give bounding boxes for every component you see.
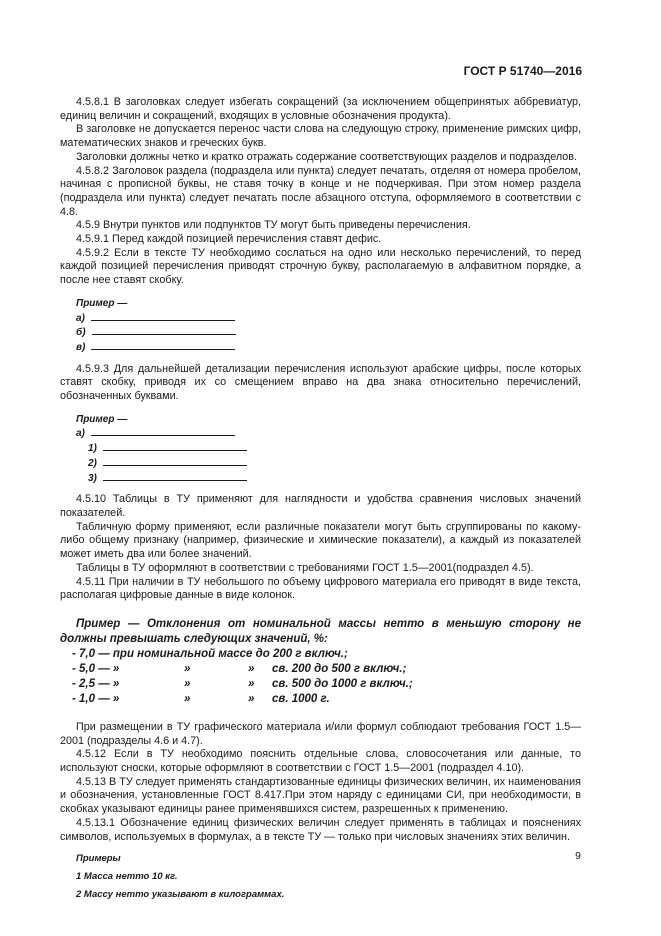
blank-line [103,457,247,466]
page-content [60,96,581,901]
blank-line [103,442,247,451]
paragraph: 4.5.8.1 В заголовках следует избегать сокращений (за исключением общепринятых аббревиатур, единиц величин и сокращений, входящих в условные обозначения продукта). [60,96,581,122]
paragraph: В заголовке не допускается перенос части слова на следующую строку, применение римских цифр, математических знаков и греческих букв. [60,123,581,150]
paragraph: 4.5.13 В ТУ следует применять стандартизованные единицы физических величин, их наименования и обозначения, установленные ГОСТ 8.417.При этом наряду с единицами СИ, при необходимости, в скобках указывают единицы ранее применявшихся систем, разрешенных к применению. [60,775,581,816]
list-item [76,326,581,340]
example-note: 1 Масса нетто 10 кг. [76,870,178,882]
paragraph: Таблицы в ТУ оформляют в соответствии с требованиями ГОСТ 1.5—2001(подраздел 4.5). [76,561,534,574]
document-header: ГОСТ Р 51740—2016 [463,64,582,78]
examples-title: Примеры [76,853,121,865]
paragraph: 4.5.9.1 Перед каждой позицией перечисления ставят дефис. [76,233,382,246]
paragraph: 4.5.9.2 Если в тексте ТУ необходимо сослаться на одно или несколько перечислений, то перед каждой позицией перечисления приводят строчную букву, располагаемую в алфавитном порядке, а после нее ставят скобку. [60,246,581,287]
example-title: Пример — [76,297,128,309]
list-marker: а) [76,428,85,440]
paragraph: Табличную форму применяют, если различные показатели могут быть сгруппированы по какому-либо общему признаку (например, физические и химические показатели), а каждый из показателей может иметь два или более значений. [60,520,581,561]
list-item [88,457,581,471]
list-marker: 3) [88,472,97,484]
blank-line [103,472,247,481]
paragraph: 4.5.13.1 Обозначение единиц физических величин следует применять в таблицах и пояснениях символов, используемых в формулах, а в тексте ТУ — только при числовых значениях этих величин. [60,816,581,843]
paragraph: 4.5.12 Если в ТУ необходимо пояснить отдельные слова, словосочетания или данные, то используют сноски, которые оформляют в соответствии с ГОСТ 1.5—2001 (подраздел 4.10). [60,748,581,775]
example-title: Пример — [76,413,128,425]
blank-line [92,326,236,335]
example-deviations-title: Пример — Отклонения от номинальной массы нетто в меньшую сторону не должны превышать следующих значений, %: [60,617,581,645]
deviation-row: - 1,0 — » » » св. 1000 г. [72,692,330,705]
example-note: 2 Массу нетто указывают в килограммах. [76,888,285,900]
paragraph: 4.5.11 При наличии в ТУ небольшого по объему цифрового материала его приводят в виде текста, располагая цифровые данные в виде колонок. [60,575,581,602]
paragraph: 4.5.8.2 Заголовок раздела (подраздела или пункта) следует печатать, отделяя от номера пробелом, начиная с прописной буквы, не ставя точку в конце и не подчеркивая. При этом номер раздела (подраздела или пункта) следует печатать после абзацного отступа, оформляемого в соответствии с 4.8. [60,164,581,218]
blank-line [91,427,235,436]
list-item [76,312,581,326]
list-marker: 1) [88,443,97,455]
blank-line [91,312,235,321]
deviation-row: - 2,5 — » » » св. 500 до 1000 г включ.; [72,677,413,690]
page-number: 9 [575,850,581,862]
list-marker: б) [76,327,86,339]
paragraph: Заголовки должны четко и кратко отражать содержание соответствующих разделов и подразделов. [76,150,578,163]
list-marker: а) [76,312,85,324]
paragraph: 4.5.9 Внутри пунктов или подпунктов ТУ могут быть приведены перечисления. [76,219,471,232]
list-item [88,442,581,456]
blank-line [91,341,235,350]
list-item [88,472,581,486]
list-marker: 2) [88,457,97,469]
deviation-row: - 5,0 — » » » св. 200 до 500 г включ.; [72,662,407,675]
list-item [76,341,581,355]
paragraph: При размещении в ТУ графического материала и/или формул соблюдают требования ГОСТ 1.5—2001 (подразделы 4.6 и 4.7). [60,720,581,747]
paragraph: 4.5.10 Таблицы в ТУ применяют для наглядности и удобства сравнения числовых значений показателей. [60,493,581,519]
deviation-row: - 7,0 — при номинальной массе до 200 г включ.; [72,647,348,660]
list-marker: в) [76,341,86,353]
list-item [76,427,581,441]
paragraph: 4.5.9.3 Для дальнейшей детализации перечисления используют арабские цифры, после которых ставят скобку, приводя их со смещением вправо на два знака относительно перечислений, обозначенных буквами. [60,362,581,403]
